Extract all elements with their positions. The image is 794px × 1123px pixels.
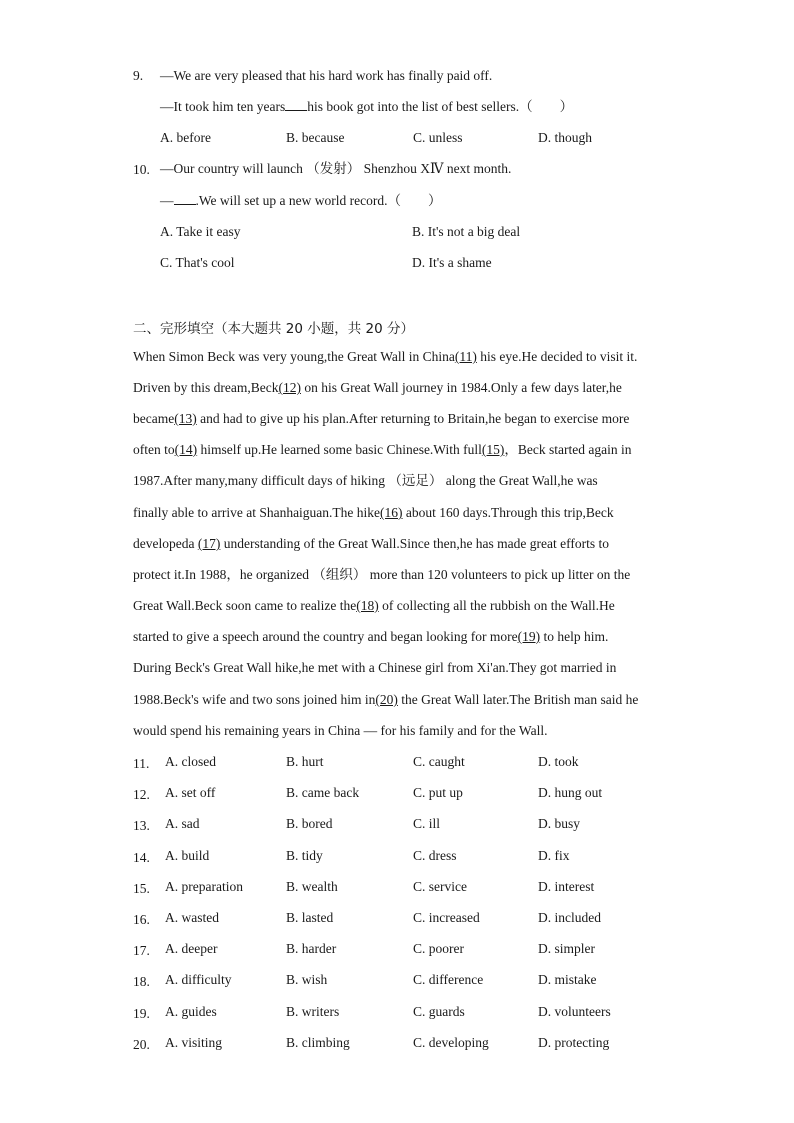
passage-line: protect it.In 1988，he organized （组织） more than 120 volunteers to pick up litter on the <box>133 567 631 582</box>
passage-line <box>133 628 608 646</box>
choice-number: 14. <box>133 850 150 865</box>
question-9-option-b: B. because <box>286 130 345 145</box>
passage-text: developeda <box>133 536 198 551</box>
choice-option-a: A. preparation <box>165 879 243 894</box>
passage-line: During Beck's Great Wall hike,he met with a Chinese girl from Xi'an.They got married in <box>133 660 617 675</box>
answer-blank <box>285 98 307 111</box>
choice-option-c: C. caught <box>413 754 465 769</box>
choice-number: 19. <box>133 1006 150 1021</box>
passage-line <box>133 597 615 615</box>
choice-option-b: B. harder <box>286 941 337 956</box>
passage-text: and had to give up his plan.After returning to Britain,he began to exercise more <box>196 411 630 426</box>
blank-marker-18: (18) <box>356 598 379 613</box>
choice-option-a: A. closed <box>165 754 216 769</box>
question-9-stem-post: his book got into the list of best sellers.（ ） <box>307 99 574 114</box>
question-10-option-d: D. It's a shame <box>412 255 492 270</box>
choice-option-c: C. put up <box>413 785 463 800</box>
question-9-number: 9. <box>133 68 144 83</box>
choice-option-a: A. difficulty <box>165 972 232 987</box>
passage-line <box>133 504 614 522</box>
blank-marker-13: (13) <box>174 411 197 426</box>
passage-line <box>133 379 622 397</box>
passage-text: understanding of the Great Wall.Since then,he has made great efforts to <box>220 536 610 551</box>
choice-option-c: C. guards <box>413 1004 465 1019</box>
passage-text: started to give a speech around the country and began looking for more <box>133 629 518 644</box>
question-10-stem-post: .We will set up a new world record.（ ） <box>195 193 442 208</box>
choice-number: 13. <box>133 818 150 833</box>
passage-text: ，Beck started again in <box>504 442 632 457</box>
passage-text: Driven by this dream,Beck <box>133 380 279 395</box>
choice-option-b: B. came back <box>286 785 360 800</box>
choice-option-d: D. took <box>538 754 579 769</box>
choice-option-a: A. set off <box>165 785 216 800</box>
passage-text: about 160 days.Through this trip,Beck <box>402 505 614 520</box>
passage-text: When Simon Beck was very young,the Great Wall in China <box>133 349 455 364</box>
passage-text: often to <box>133 442 175 457</box>
choice-option-d: D. hung out <box>538 785 603 800</box>
choice-option-b: B. bored <box>286 816 333 831</box>
choice-option-a: A. sad <box>165 816 200 831</box>
question-9-option-c: C. unless <box>413 130 463 145</box>
choice-number: 17. <box>133 943 150 958</box>
choice-option-b: B. tidy <box>286 848 323 863</box>
passage-line: would spend his remaining years in China — for his family and for the Wall. <box>133 723 548 738</box>
question-10-line-2 <box>160 192 441 210</box>
choice-option-c: C. poorer <box>413 941 464 956</box>
choice-option-c: C. difference <box>413 972 484 987</box>
choice-option-b: B. wish <box>286 972 328 987</box>
question-9-line-2 <box>160 98 573 116</box>
choice-number: 20. <box>133 1037 150 1052</box>
question-10-option-a: A. Take it easy <box>160 224 241 239</box>
passage-text: of collecting all the rubbish on the Wall.He <box>378 598 615 613</box>
passage-text: his eye.He decided to visit it. <box>476 349 638 364</box>
choice-option-c: C. service <box>413 879 467 894</box>
question-9-option-a: A. before <box>160 130 211 145</box>
blank-marker-12: (12) <box>278 380 301 395</box>
question-10-line-1: —Our country will launch （发射） Shenzhou XⅣ next month. <box>160 161 512 176</box>
blank-marker-20: (20) <box>375 692 398 707</box>
choice-number: 16. <box>133 912 150 927</box>
choice-option-d: D. fix <box>538 848 570 863</box>
choice-number: 12. <box>133 787 150 802</box>
passage-line <box>133 535 609 553</box>
question-10-option-c: C. That's cool <box>160 255 235 270</box>
question-9-option-d: D. though <box>538 130 592 145</box>
blank-marker-16: (16) <box>380 505 403 520</box>
question-10-stem-pre: — <box>160 193 174 208</box>
choice-option-a: A. deeper <box>165 941 218 956</box>
blank-marker-19: (19) <box>517 629 541 644</box>
choice-option-d: D. busy <box>538 816 581 831</box>
choice-number: 11. <box>133 756 150 771</box>
question-9-stem-pre: —It took him ten years <box>160 99 286 114</box>
answer-blank <box>174 192 196 205</box>
choice-option-d: D. volunteers <box>538 1004 611 1019</box>
choice-option-d: D. interest <box>538 879 595 894</box>
question-10-option-b: B. It's not a big deal <box>412 224 521 239</box>
choice-option-d: D. mistake <box>538 972 597 987</box>
choice-option-c: C. increased <box>413 910 480 925</box>
choice-option-b: B. climbing <box>286 1035 350 1050</box>
question-9-line-1: —We are very pleased that his hard work has finally paid off. <box>160 68 493 83</box>
choice-option-b: B. writers <box>286 1004 340 1019</box>
blank-marker-17: (17) <box>197 536 221 551</box>
section-2-heading: 二、完形填空（本大题共 20 小题，共 20 分） <box>133 321 415 337</box>
passage-text: to help him. <box>540 629 609 644</box>
choice-option-b: B. lasted <box>286 910 334 925</box>
blank-marker-15: (15) <box>481 442 505 457</box>
passage-text: on his Great Wall journey in 1984.Only a few days later,he <box>300 380 622 395</box>
choice-option-c: C. dress <box>413 848 457 863</box>
choice-option-d: D. protecting <box>538 1035 610 1050</box>
choice-option-a: A. build <box>165 848 210 863</box>
passage-text: the Great Wall later.The British man said he <box>397 692 639 707</box>
choice-option-b: B. wealth <box>286 879 338 894</box>
choice-number: 15. <box>133 881 150 896</box>
choice-option-a: A. visiting <box>165 1035 223 1050</box>
blank-marker-11: (11) <box>454 349 477 364</box>
choice-option-d: D. included <box>538 910 601 925</box>
passage-line: 1987.After many,many difficult days of hiking （远足） along the Great Wall,he was <box>133 473 598 488</box>
passage-line <box>133 441 631 459</box>
choice-number: 18. <box>133 974 150 989</box>
choice-option-a: A. wasted <box>165 910 219 925</box>
question-10-number: 10. <box>133 162 150 177</box>
choice-option-c: C. ill <box>413 816 441 831</box>
passage-text: finally able to arrive at Shanhaiguan.The hike <box>133 505 381 520</box>
passage-text: became <box>133 411 175 426</box>
passage-text: Great Wall.Beck soon came to realize the <box>133 598 357 613</box>
passage-text: himself up.He learned some basic Chinese.With full <box>197 442 482 457</box>
choice-option-b: B. hurt <box>286 754 324 769</box>
choice-option-d: D. simpler <box>538 941 595 956</box>
choice-option-a: A. guides <box>165 1004 217 1019</box>
passage-line <box>133 691 638 709</box>
choice-option-c: C. developing <box>413 1035 489 1050</box>
passage-line <box>133 348 637 366</box>
blank-marker-14: (14) <box>174 442 198 457</box>
passage-text: 1988.Beck's wife and two sons joined him in <box>133 692 376 707</box>
passage-line <box>133 410 629 428</box>
